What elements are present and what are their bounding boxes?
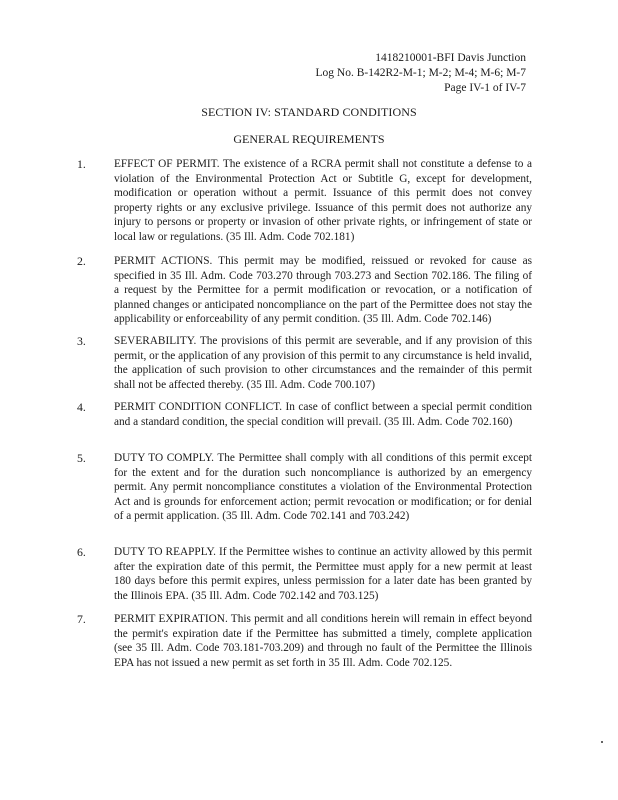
- item-text: SEVERABILITY. The provisions of this permit are severable, and if any provision of this permit, or the application of any provision of this permit to any circumstance is held invalid, the application of such provision to other circumstances and the remainder of this permit shall not be affected thereby. (35 Ill. Adm. Code 700.107): [114, 335, 532, 391]
- item-text: PERMIT ACTIONS. This permit may be modified, reissued or revoked for cause as specified in 35 Ill. Adm. Code 703.270 through 703.273 and Section 702.186. The filing of a request by the Permittee for a permit modification or revocation, or a notification of planned changes or anticipated noncompliance on the part of the Permittee does not stay the applicability or enforceability of any permit condition. (35 Ill. Adm. Code 702.146): [114, 255, 532, 325]
- permit-id: 1418210001-BFI Davis Junction: [375, 52, 526, 64]
- item-text: DUTY TO REAPPLY. If the Permittee wishes to continue an activity allowed by this permit after the expiration date of this permit, the Permittee must apply for a new permit at least 180 days before this permit expires, unless permission for a later date has been granted by the Illinois EPA. (35 Ill. Adm. Code 702.142 and 703.125): [114, 546, 532, 602]
- item-number: 5.: [77, 451, 86, 465]
- item-number: 6.: [77, 545, 86, 559]
- page-header: [315, 51, 526, 96]
- item-text: DUTY TO COMPLY. The Permittee shall comply with all conditions of this permit except for the extent and for the duration such noncompliance is authorized by an emergency permit. Any permit noncompliance constitutes a violation of the Environmental Protection Act and is grounds for enforcement action; permit revocation or modification; or for denial of a permit application. (35 Ill. Adm. Code 702.141 and 703.242): [114, 452, 532, 522]
- item-number: 7.: [77, 612, 86, 626]
- section-subtitle: GENERAL REQUIREMENTS: [233, 132, 385, 146]
- item-number: 1.: [77, 157, 86, 171]
- item-text: EFFECT OF PERMIT. The existence of a RCRA permit shall not constitute a defense to a violation of the Environmental Protection Act or Subtitle G, except for development, modification or operation without a permit. Issuance of this permit does not convey property rights or any exclusive privilege. Issuance of this permit does not authorize any injury to persons or property or invasion of other private rights, or infringement of state or local law or regulations. (35 Ill. Adm. Code 702.181): [114, 158, 532, 243]
- log-number: Log No. B-142R2-M-1; M-2; M-4; M-6; M-7: [315, 67, 526, 79]
- item-number: 4.: [77, 400, 86, 414]
- scan-speck: [601, 741, 603, 743]
- item-text: PERMIT EXPIRATION. This permit and all conditions herein will remain in effect beyond the permit's expiration date if the Permittee has submitted a timely, complete application (see 35 Ill. Adm. Code 703.181-703.209) and through no fault of the Permittee the Illinois EPA has not issued a new permit as set forth in 35 Ill. Adm. Code 702.125.: [114, 613, 532, 669]
- section-title: SECTION IV: STANDARD CONDITIONS: [201, 105, 417, 119]
- page-number: Page IV-1 of IV-7: [444, 82, 526, 94]
- item-number: 2.: [77, 254, 86, 268]
- item-text: PERMIT CONDITION CONFLICT. In case of conflict between a special permit condition and a standard condition, the special condition will prevail. (35 Ill. Adm. Code 702.160): [114, 401, 532, 428]
- item-number: 3.: [77, 334, 86, 348]
